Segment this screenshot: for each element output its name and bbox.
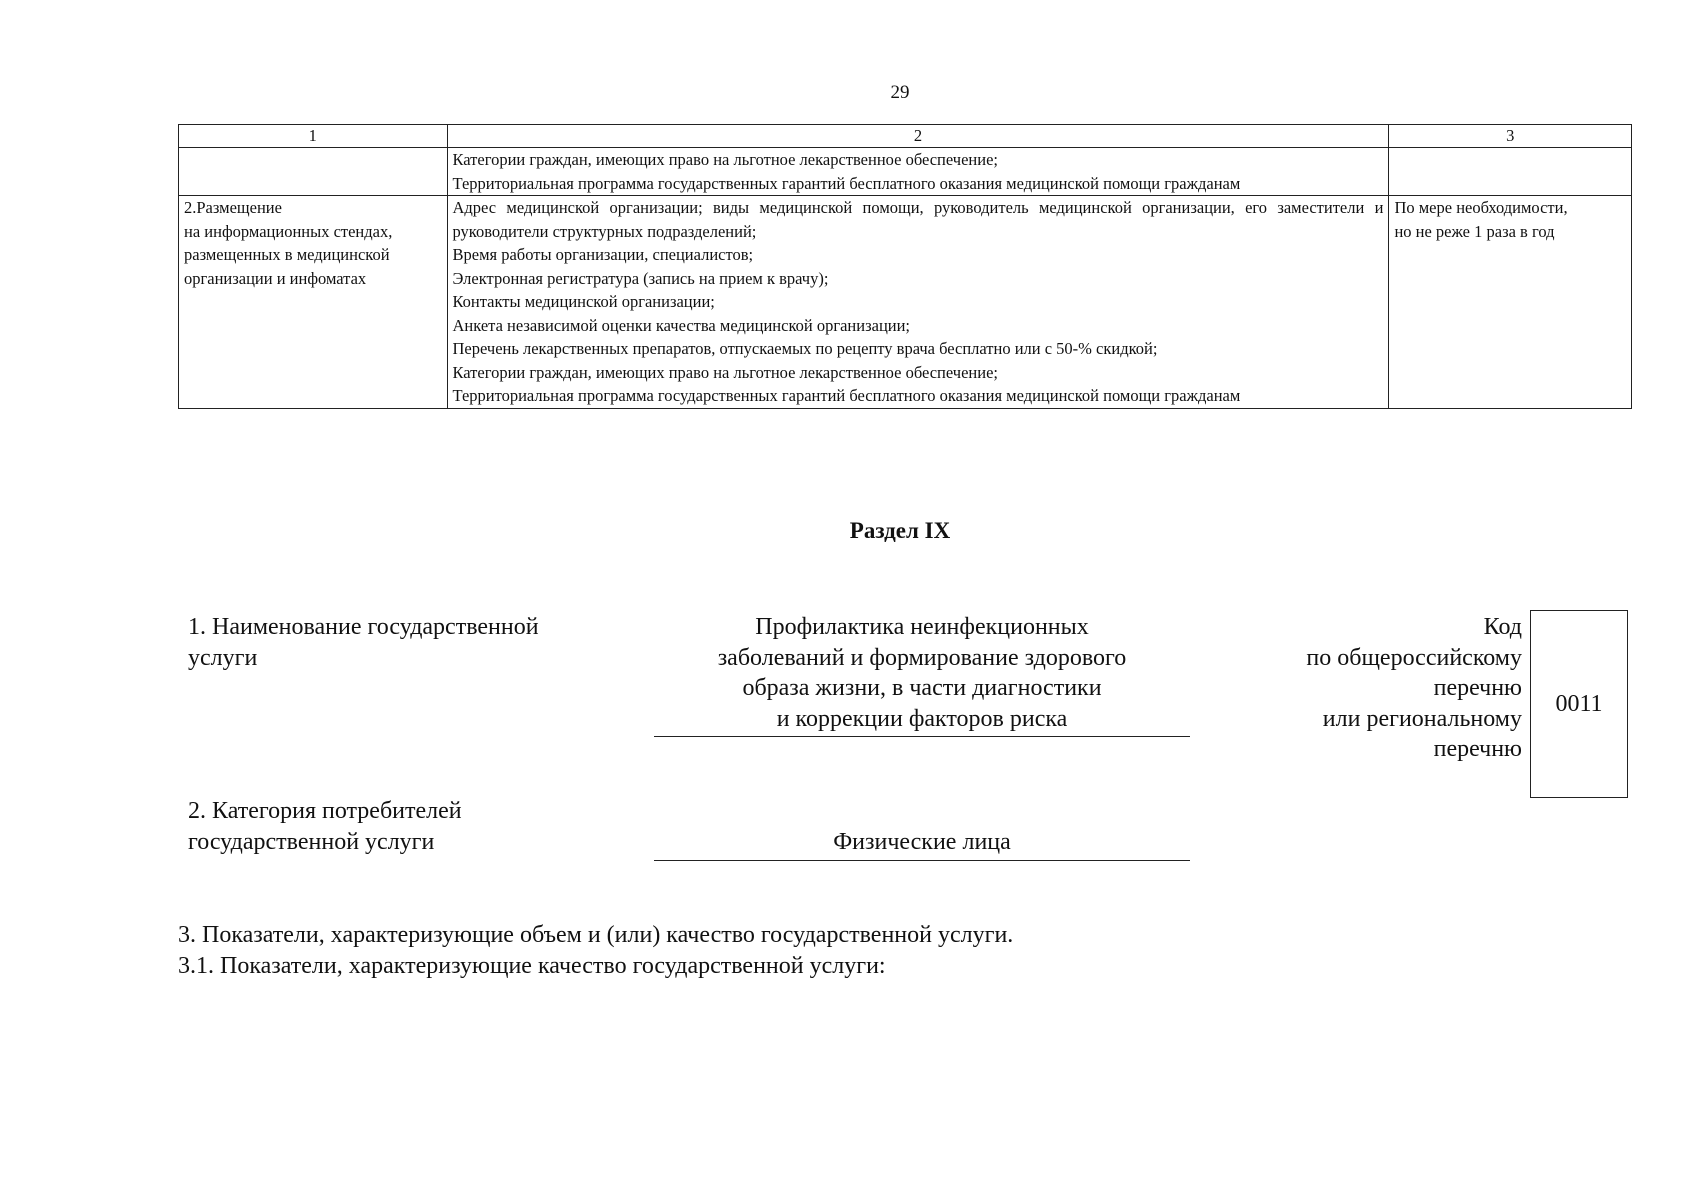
table-cell xyxy=(1389,196,1632,409)
service-name-value xyxy=(654,612,1190,737)
cell-line: Электронная регистратура (запись на прием к врачу); xyxy=(452,268,829,288)
table-cell xyxy=(447,196,1389,409)
code-box: 0011 xyxy=(1530,610,1628,798)
label-line: услуги xyxy=(188,644,258,671)
indicators-quality-heading: 3.1. Показатели, характеризующие качество государственной услуги: xyxy=(178,953,886,979)
header-cell-3: 3 xyxy=(1389,125,1632,148)
cell-line: Перечень лекарственных препаратов, отпускаемых по рецепту врача бесплатно или с 50-% скидкой; xyxy=(452,339,1158,358)
info-table xyxy=(178,124,1632,409)
cell-line: на информационных стендах, xyxy=(184,221,393,241)
label-line: или региональному xyxy=(1322,705,1522,732)
cell-line: организации и инфоматах xyxy=(184,268,367,288)
label-line: перечню xyxy=(1433,675,1522,701)
value-line: заболеваний и формирование здорового xyxy=(717,644,1127,671)
table-row xyxy=(179,148,1632,196)
cell-line: Анкета независимой оценки качества медицинской организации; xyxy=(452,315,911,335)
value-line: и коррекции факторов риска xyxy=(776,705,1068,732)
table-cell xyxy=(179,148,448,196)
consumer-category-label xyxy=(188,796,608,857)
header-cell-1: 1 xyxy=(179,125,448,148)
cell-line: но не реже 1 раза в год xyxy=(1394,221,1555,241)
section-title: Раздел IX xyxy=(849,518,951,543)
label-line: по общероссийскому xyxy=(1306,644,1522,671)
table-cell xyxy=(179,196,448,409)
table-header-row xyxy=(179,125,1632,148)
cell-line: Территориальная программа государственных гарантий бесплатного оказания медицинской помощи гражданам xyxy=(452,386,1241,405)
value-line: образа жизни, в части диагностики xyxy=(742,675,1102,701)
table-cell xyxy=(1389,148,1632,196)
consumer-category-value: Физические лица xyxy=(654,827,1190,861)
label-line: перечню xyxy=(1433,736,1522,762)
service-name-label xyxy=(188,612,608,673)
cell-line: Контакты медицинской организации; xyxy=(452,292,715,311)
value-line: Профилактика неинфекционных xyxy=(755,614,1089,640)
code-label xyxy=(1230,612,1522,765)
cell-line: Время работы организации, специалистов; xyxy=(452,245,754,264)
cell-line: Категории граждан, имеющих право на льготное лекарственное обеспечение; xyxy=(452,150,998,169)
cell-line: 2.Размещение xyxy=(184,198,282,217)
cell-line: Категории граждан, имеющих право на льготное лекарственное обеспечение; xyxy=(452,362,998,382)
table-cell xyxy=(447,148,1389,196)
page-number: 29 xyxy=(890,82,910,103)
label-line: государственной услуги xyxy=(188,828,435,855)
label-line: Код xyxy=(1483,614,1522,640)
header-cell-2: 2 xyxy=(447,125,1389,148)
cell-line: Адрес медицинской организации; виды медицинской помощи, руководитель медицинской организации, его заместители и руководители структурных подразделений; xyxy=(452,198,1384,241)
cell-line: размещенных в медицинской xyxy=(184,245,390,264)
label-line: 2. Категория потребителей xyxy=(188,798,462,824)
table-row xyxy=(179,196,1632,409)
label-line: 1. Наименование государственной xyxy=(188,614,539,640)
cell-line: По мере необходимости, xyxy=(1394,198,1568,217)
cell-line: Территориальная программа государственных гарантий бесплатного оказания медицинской помощи гражданам xyxy=(452,173,1241,193)
indicators-heading: 3. Показатели, характеризующие объем и (или) качество государственной услуги. xyxy=(178,922,1014,948)
